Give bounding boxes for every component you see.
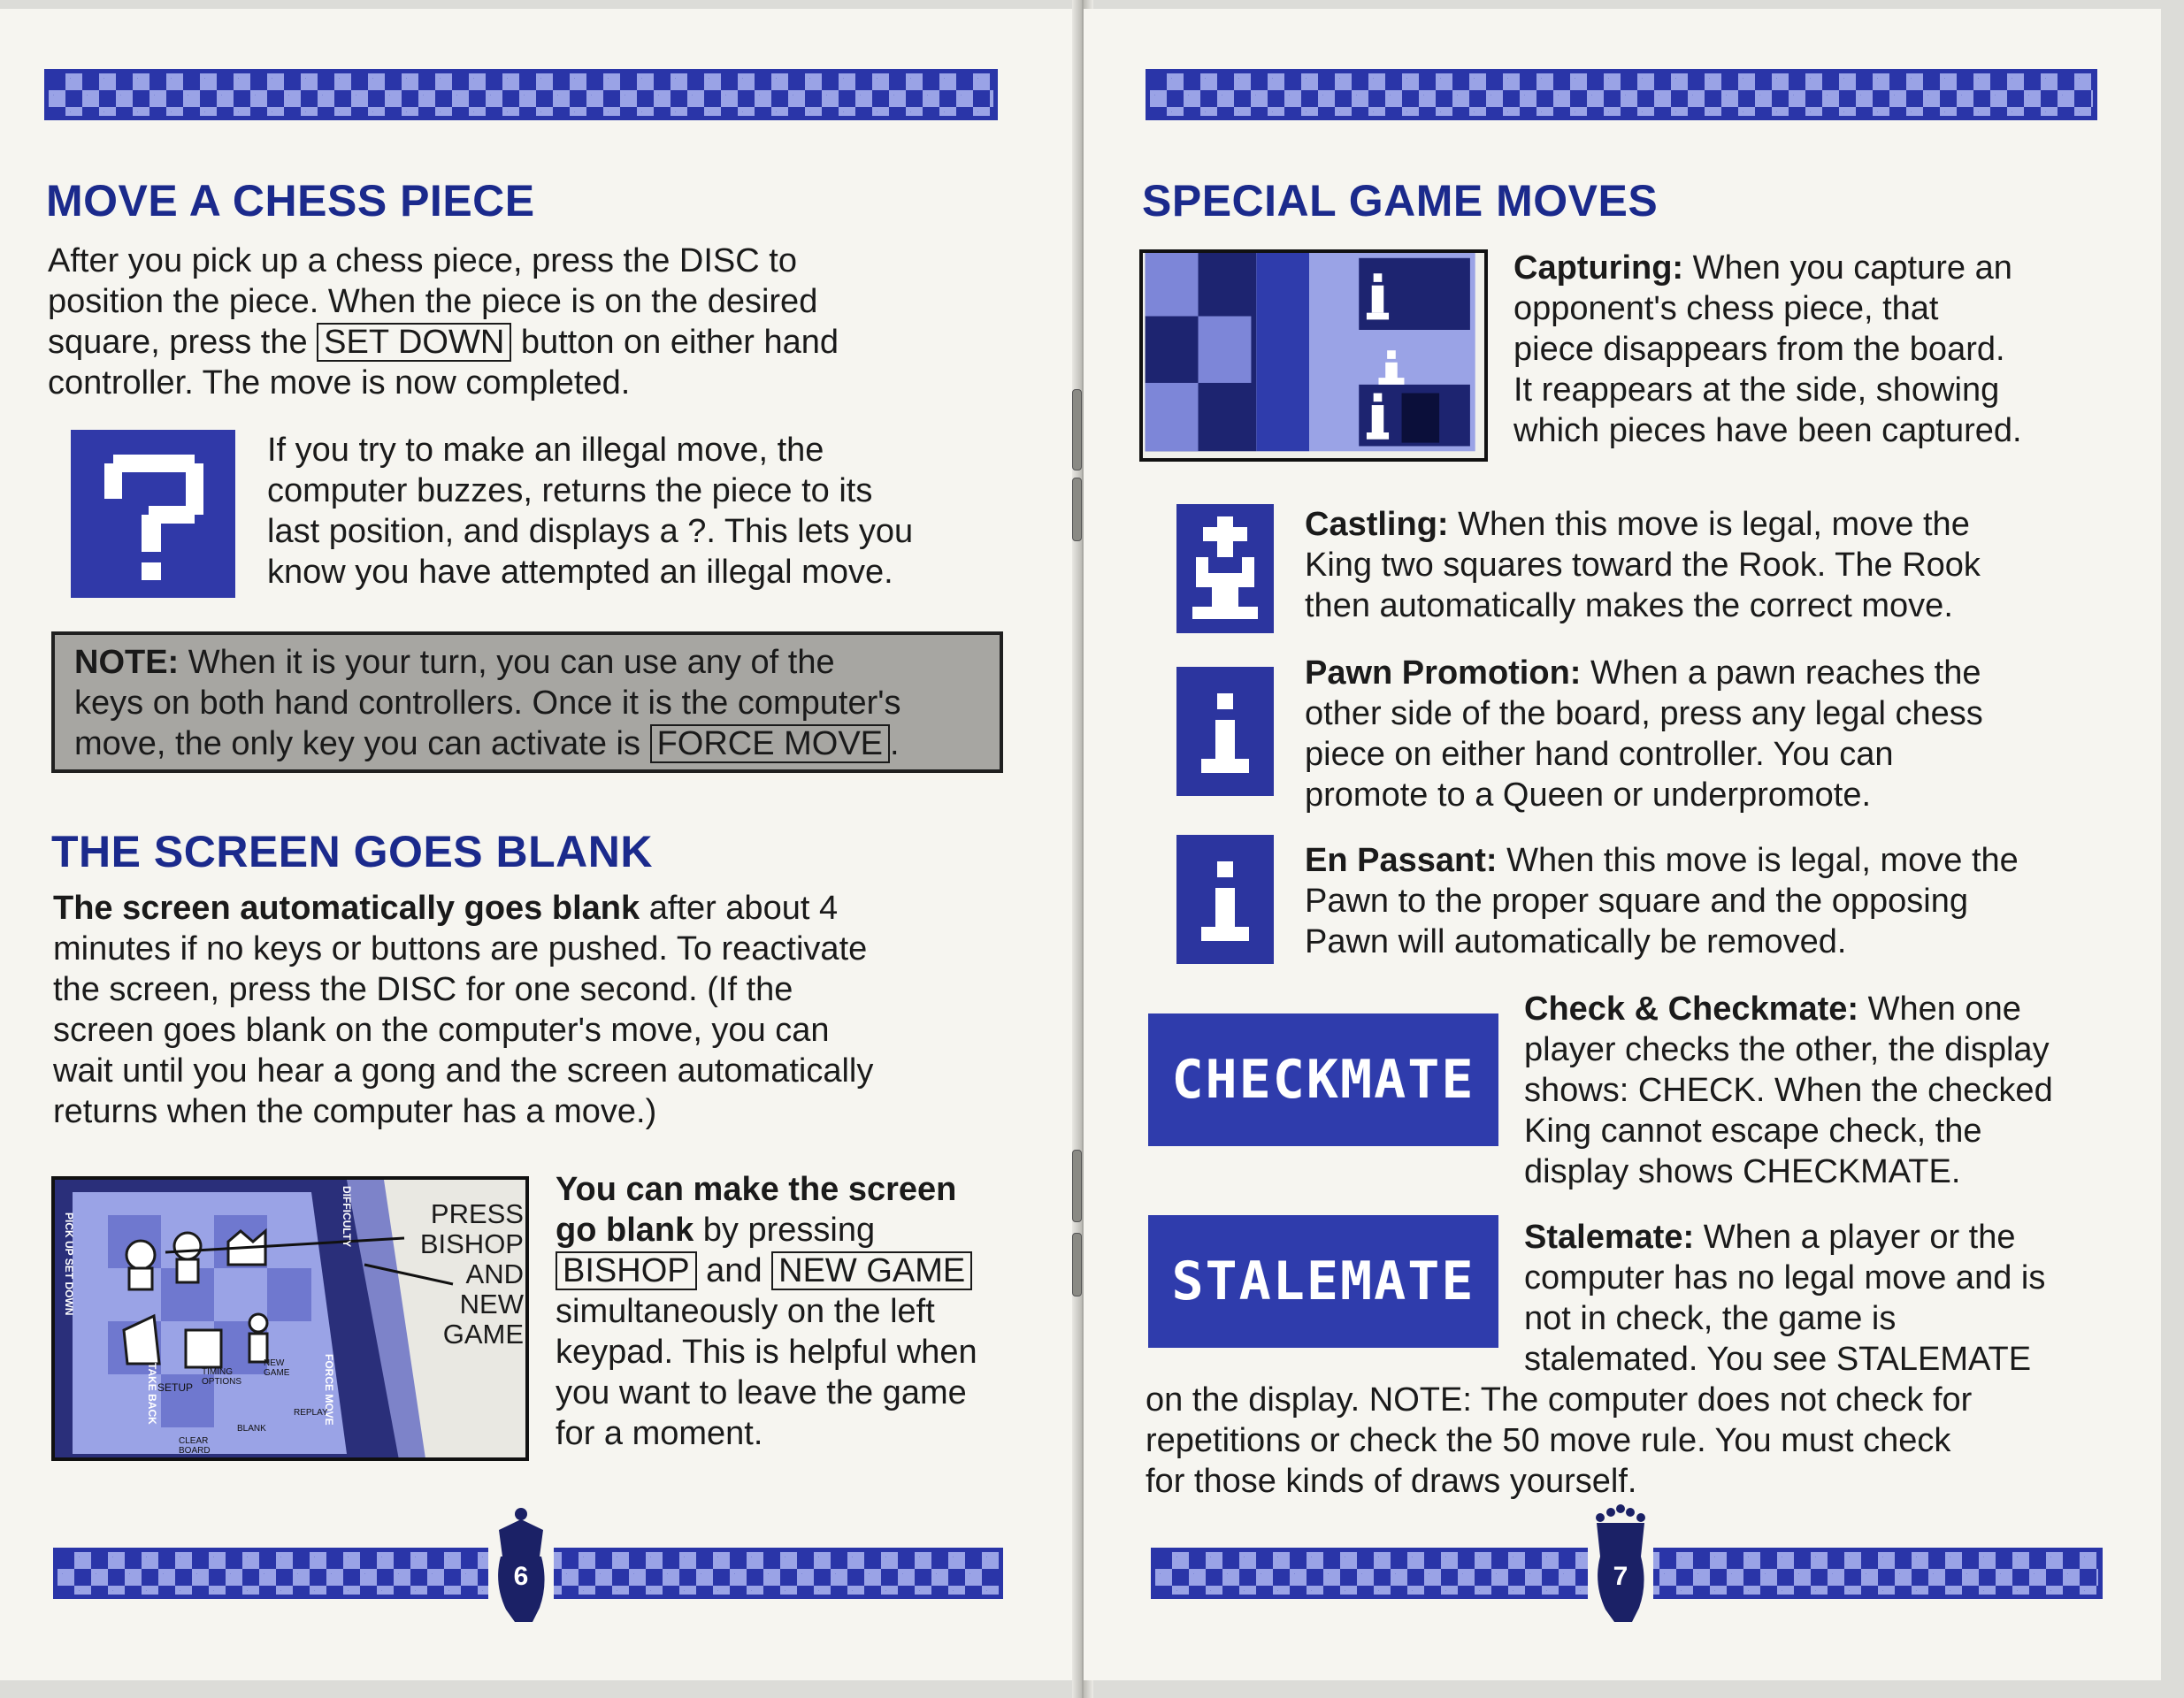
text-span: move, the only key you can activate is — [74, 725, 640, 762]
checkmate-display: CHECKMATE — [1148, 1013, 1498, 1146]
text-line: keypad. This is helpful when — [556, 1334, 977, 1371]
text-line: returns when the computer has a move.) — [53, 1093, 657, 1130]
term-label: Capturing: — [1513, 249, 1684, 287]
text-line: After you pick up a chess piece, press the DISC to — [48, 242, 797, 279]
text-span: square, press the — [48, 324, 308, 361]
checker-band-top-right — [1146, 69, 2097, 120]
text-line: minutes if no keys or buttons are pushed. To reactivate — [53, 930, 868, 968]
lcd-key-newgame: NEW GAME — [264, 1358, 290, 1378]
text-line — [1305, 840, 2136, 881]
bold-text: The screen automatically goes blank — [53, 890, 640, 927]
text-line: controller. The move is now completed. — [48, 364, 631, 402]
text-line — [556, 1169, 1033, 1210]
term-label: Check & Checkmate: — [1524, 990, 1859, 1028]
controller-illustration — [51, 1176, 529, 1461]
text-span: When one — [1867, 990, 2021, 1028]
bold-text: go blank — [556, 1212, 694, 1249]
text-line: shows: CHECK. When the checked — [1524, 1072, 2053, 1109]
question-mark-icon — [71, 430, 235, 598]
text-line: screen goes blank on the computer's move, you can — [53, 1012, 830, 1049]
text-line — [74, 642, 980, 683]
lcd-key-setup: SETUP — [157, 1381, 194, 1394]
staple-mark — [1072, 389, 1082, 470]
text-line: which pieces have been captured. — [1513, 412, 2022, 449]
note-box — [51, 631, 1003, 773]
pawn-icon — [1176, 667, 1274, 796]
text-line: promote to a Queen or underpromote. — [1305, 776, 1872, 814]
text-line: repetitions or check the 50 move rule. You must check — [1146, 1422, 1951, 1459]
staple-mark — [1072, 1150, 1082, 1222]
callout-line: GAME — [442, 1319, 524, 1350]
capturing-text — [1513, 248, 2133, 451]
callout-line: NEW — [459, 1289, 524, 1319]
callout-line: AND — [465, 1258, 524, 1289]
text-line: the screen, press the DISC for one second. (If the — [53, 971, 793, 1008]
stalemate-display: STALEMATE — [1148, 1215, 1498, 1348]
text-line: display shows CHECKMATE. — [1524, 1153, 1961, 1190]
screen-blank-text — [53, 888, 1008, 1132]
text-line — [53, 888, 1008, 929]
special-moves-title: SPECIAL GAME MOVES — [1142, 176, 1659, 226]
text-line: not in check, the game is — [1524, 1300, 1897, 1337]
text-line: then automatically makes the correct move. — [1305, 587, 1953, 624]
lcd-key-timing: TIMING OPTIONS — [202, 1367, 242, 1387]
king-icon — [1176, 504, 1274, 633]
stalemate-text-bottom — [1146, 1380, 2145, 1502]
text-line: Pawn to the proper square and the opposing — [1305, 883, 1968, 920]
text-line: other side of the board, press any legal chess — [1305, 695, 1983, 732]
castling-text — [1305, 504, 2136, 626]
text-line: you want to leave the game — [556, 1374, 967, 1411]
stalemate-text-top — [1524, 1217, 2143, 1380]
text-line: wait until you hear a gong and the screen automatically — [53, 1052, 874, 1090]
text-line: If you try to make an illegal move, the — [267, 432, 824, 469]
checker-band-top-left — [44, 69, 998, 120]
text-span: When it is your turn, you can use any of the — [188, 644, 835, 681]
text-span: When this move is legal, move the — [1458, 506, 1970, 543]
text-line — [1524, 989, 2143, 1029]
term-label: En Passant: — [1305, 842, 1498, 879]
text-line: Pawn will automatically be removed. — [1305, 923, 1847, 960]
text-line: move, the only key you can activate is FORCE MOVE . — [74, 725, 900, 762]
text-line: It reappears at the side, showing — [1513, 371, 2000, 409]
text-span: button on either hand — [520, 324, 839, 361]
text-line: last position, and displays a ?. This lets you — [267, 513, 914, 550]
text-span: after about 4 — [648, 890, 839, 927]
text-span: When you capture an — [1692, 249, 2012, 287]
lcd-key-blank: BLANK — [237, 1424, 266, 1434]
text-line: computer buzzes, returns the piece to its — [267, 472, 873, 509]
bold-text: You can make the screen — [556, 1171, 957, 1208]
check-checkmate-text — [1524, 989, 2143, 1192]
left-page — [0, 9, 1081, 1680]
text-line: piece on either hand controller. You can — [1305, 736, 1894, 773]
page-number-badge — [1588, 1503, 1653, 1627]
text-line: for those kinds of draws yourself. — [1146, 1463, 1637, 1500]
text-line: position the piece. When the piece is on the desired — [48, 283, 818, 320]
term-label: Stalemate: — [1524, 1219, 1695, 1256]
text-span: When a pawn reaches the — [1590, 654, 1981, 692]
text-line: simultaneously on the left — [556, 1293, 935, 1330]
go-blank-text — [556, 1169, 1033, 1454]
text-line: know you have attempted an illegal move. — [267, 554, 893, 591]
text-line: King cannot escape check, the — [1524, 1113, 1982, 1150]
text-line: for a moment. — [556, 1415, 763, 1452]
term-label: Pawn Promotion: — [1305, 654, 1582, 692]
lcd-side-label: FORCE MOVE — [323, 1354, 335, 1426]
en-passant-text — [1305, 840, 2136, 962]
staple-mark — [1072, 1233, 1082, 1296]
lcd-key-clear: CLEAR BOARD — [179, 1436, 211, 1456]
lcd-side-label: PICK UP SET DOWN — [63, 1212, 75, 1316]
lcd-key-replay: REPLAY — [294, 1408, 328, 1418]
text-line — [556, 1210, 1033, 1251]
text-line — [1524, 1217, 2143, 1258]
text-line: stalemated. You see STALEMATE — [1524, 1341, 2032, 1378]
staple-mark — [1072, 478, 1082, 541]
capturing-illustration — [1139, 249, 1488, 462]
text-line — [556, 1251, 1033, 1291]
press-bishop-new-game-callout — [400, 1199, 524, 1350]
force-move-key-label: FORCE MOVE — [650, 724, 890, 763]
text-line: on the display. NOTE: The computer does not check for — [1146, 1381, 1973, 1419]
page-number: 7 — [1613, 1562, 1628, 1591]
move-piece-text — [48, 241, 1003, 403]
pawn-icon — [1176, 835, 1274, 964]
lcd-side-label: TAKE BACK — [146, 1363, 158, 1425]
text-line: computer has no legal move and is — [1524, 1259, 2046, 1296]
lcd-side-label: DIFFICULTY — [341, 1186, 353, 1248]
text-line — [1305, 653, 2136, 693]
pawn-promotion-text — [1305, 653, 2136, 815]
text-line: opponent's chess piece, that — [1513, 290, 1939, 327]
text-line: King two squares toward the Rook. The Rook — [1305, 547, 1981, 584]
illegal-move-text — [267, 430, 992, 593]
text-span: by pressing — [702, 1212, 876, 1249]
note-label: NOTE: — [74, 644, 180, 681]
text-line: keys on both hand controllers. Once it is the computer's — [74, 685, 901, 722]
callout-line: PRESS — [430, 1198, 524, 1229]
screen-blank-title: THE SCREEN GOES BLANK — [51, 827, 654, 876]
text-line: piece disappears from the board. — [1513, 331, 2005, 368]
term-label: Castling: — [1305, 506, 1449, 543]
page-number-badge — [488, 1503, 554, 1627]
text-line — [1513, 248, 2133, 288]
text-span: and — [706, 1252, 762, 1289]
text-line: player checks the other, the display — [1524, 1031, 2050, 1068]
right-page — [1084, 9, 2161, 1680]
text-span: When this move is legal, move the — [1506, 842, 2019, 879]
bishop-key-label: BISHOP — [556, 1251, 697, 1290]
text-line — [48, 322, 1003, 363]
new-game-key-label: NEW GAME — [771, 1251, 972, 1290]
callout-line: BISHOP — [419, 1228, 524, 1259]
set-down-key-label: SET DOWN — [317, 323, 511, 362]
move-piece-title: MOVE A CHESS PIECE — [46, 176, 535, 226]
page-number: 6 — [513, 1562, 529, 1591]
text-span: When a player or the — [1703, 1219, 2016, 1256]
text-line — [1305, 504, 2136, 545]
